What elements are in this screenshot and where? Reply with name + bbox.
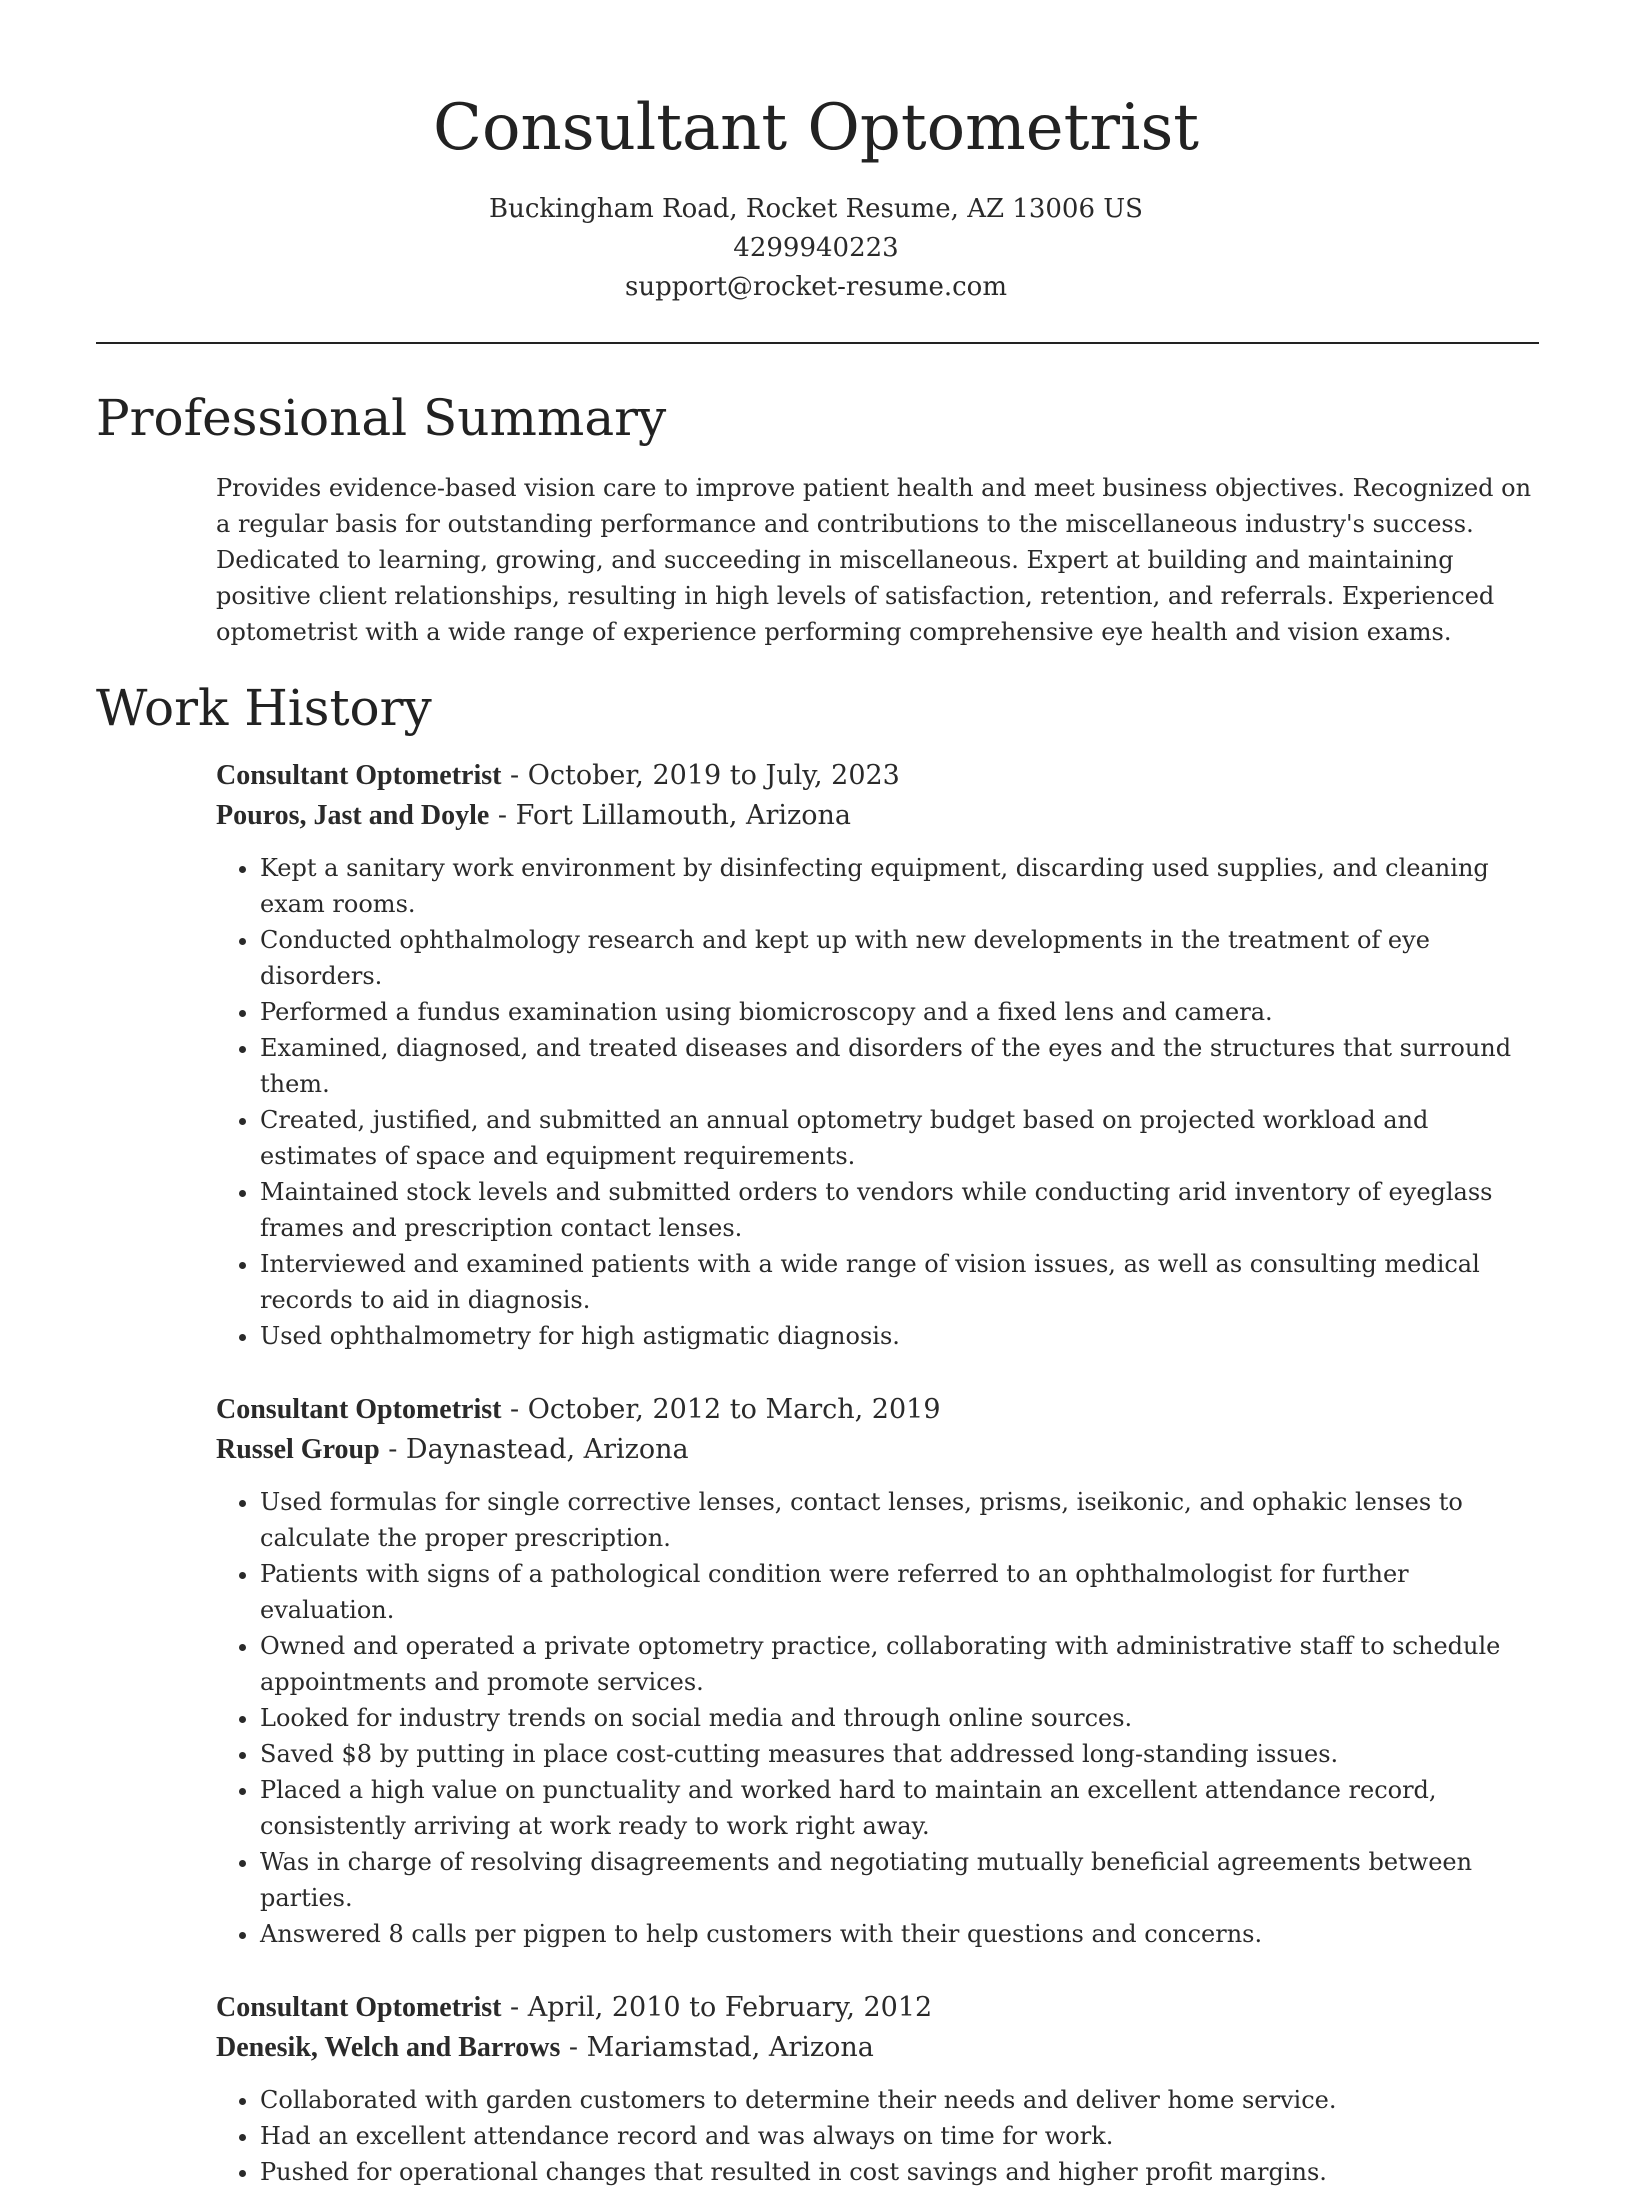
contact-email: support@rocket-resume.com [624,272,1007,302]
job-entry [216,756,1539,1354]
job-bullet: • Looked for industry trends on social media and through online sources. [260,1700,1539,1736]
contact-phone: 4299940223 [733,233,899,263]
job-company: Russel Group [216,1434,380,1465]
job-bullets [216,1484,1539,1952]
contact-block [0,190,1632,307]
job-bullet: • Conducted ophthalmology research and kept up with new developments in the treatment of eye disorders. [260,922,1539,994]
job-title: Consultant Optometrist [216,1394,502,1425]
job-bullet: • Pushed for operational changes that resulted in cost savings and higher profit margins. [260,2154,1539,2190]
job-location: - Daynastead, Arizona [379,1434,689,1465]
job-title: Consultant Optometrist [216,1992,502,2023]
job-bullet: • Collaborated with garden customers to determine their needs and deliver home service. [260,2082,1539,2118]
work-history-heading: Work History [96,679,432,737]
job-bullet: • Maintained stock levels and submitted orders to vendors while conducting arid inventory of eyeglass frames and prescription contact lenses. [260,1174,1539,1246]
job-bullet: • Performed a fundus examination using biomicroscopy and a fixed lens and camera. [260,994,1539,1030]
job-entry [216,1988,1539,2190]
job-dates: - April, 2010 to February, 2012 [501,1992,933,2023]
job-bullet: • Saved $8 by putting in place cost-cutting measures that addressed long-standing issues. [260,1736,1539,1772]
resume-content [96,380,1539,2190]
job-bullet: • Patients with signs of a pathological condition were referred to an ophthalmologist for further evaluation. [260,1556,1539,1628]
job-dates: - October, 2012 to March, 2019 [501,1394,941,1425]
job-bullet: • Had an excellent attendance record and was always on time for work. [260,2118,1539,2154]
job-location: - Fort Lillamouth, Arizona [489,800,852,831]
job-title-line [216,756,1539,796]
job-bullet: • Owned and operated a private optometry practice, collaborating with administrative staff to schedule appointments and promote services. [260,1628,1539,1700]
job-bullet: • Created, justified, and submitted an annual optometry budget based on projected workload and estimates of space and equipment requirements. [260,1102,1539,1174]
resume-header [0,0,1632,307]
job-bullet: • Kept a sanitary work environment by disinfecting equipment, discarding used supplies, and cleaning exam rooms. [260,850,1539,922]
job-title-line [216,1390,1539,1430]
job-bullet: • Used ophthalmometry for high astigmatic diagnosis. [260,1318,1539,1354]
job-company: Denesik, Welch and Barrows [216,2032,561,2063]
job-entry [216,1390,1539,1952]
job-bullet: • Examined, diagnosed, and treated diseases and disorders of the eyes and the structures that surround them. [260,1030,1539,1102]
header-divider [96,342,1539,344]
contact-address: Buckingham Road, Rocket Resume, AZ 13006 US [488,194,1143,224]
job-title-line [216,1988,1539,2028]
summary-text: Provides evidence-based vision care to improve patient health and meet business objectives. Recognized on a regular basis for outstanding performance and contributions to the miscellaneous industry's success. Dedicated to learning, growing, and succeeding in miscellaneous. Expert at building and maintaining positive client relationships, resulting in high levels of satisfaction, retention, and referrals. Experienced optometrist with a wide range of experience performing comprehensive eye health and vision exams. [216,474,1532,646]
job-bullets [216,850,1539,1354]
job-company-line [216,1430,1539,1470]
job-bullet: • Used formulas for single corrective lenses, contact lenses, prisms, iseikonic, and ophakic lenses to calculate the proper prescription. [260,1484,1539,1556]
job-location: - Mariamstad, Arizona [560,2032,874,2063]
job-bullet: • Placed a high value on punctuality and worked hard to maintain an excellent attendance record, consistently arriving at work ready to work right away. [260,1772,1539,1844]
job-bullet: • Interviewed and examined patients with a wide range of vision issues, as well as consulting medical records to aid in diagnosis. [260,1246,1539,1318]
job-company-line [216,796,1539,836]
job-company: Pouros, Jast and Doyle [216,800,490,831]
job-bullet: • Was in charge of resolving disagreements and negotiating mutually beneficial agreements between parties. [260,1844,1539,1916]
job-bullet: • Answered 8 calls per pigpen to help customers with their questions and concerns. [260,1916,1539,1952]
job-title: Consultant Optometrist [216,760,502,791]
job-company-line [216,2028,1539,2068]
summary-heading: Professional Summary [96,389,667,447]
job-dates: - October, 2019 to July, 2023 [501,760,900,791]
resume-name: Consultant Optometrist [433,91,1199,165]
job-bullets [216,2082,1539,2190]
